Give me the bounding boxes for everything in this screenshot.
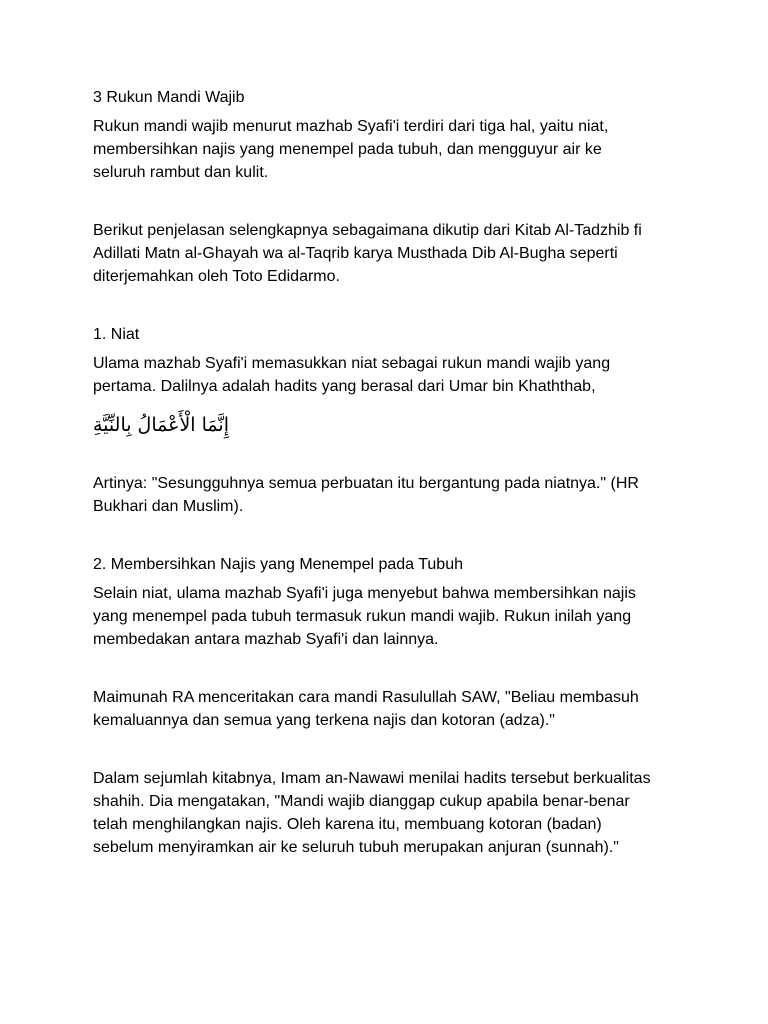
document-page (93, 86, 693, 859)
maimunah-paragraph: Maimunah RA menceritakan cara mandi Rasulullah SAW, "Beliau membasuh kemaluannya dan semua yang terkena najis dan kotoran (adza)." (93, 689, 639, 729)
paragraph-spacer (93, 651, 693, 686)
paragraph-spacer (93, 288, 693, 323)
najis-paragraph: Selain niat, ulama mazhab Syafi'i juga menyebut bahwa membersihkan najis yang menempel pada tubuh termasuk rukun mandi wajib. Rukun inilah yang membedakan antara mazhab Syafi'i dan lainnya. (93, 585, 636, 648)
paragraph-spacer (93, 184, 693, 219)
hadith-translation-paragraph: Artinya: "Sesungguhnya semua perbuatan itu bergantung pada niatnya." (HR Bukhari dan Muslim). (93, 475, 639, 515)
intro-paragraph: Rukun mandi wajib menurut mazhab Syafi'i terdiri dari tiga hal, yaitu niat, membersihkan najis yang menempel pada tubuh, dan mengguyur air ke seluruh rambut dan kulit. (93, 118, 609, 181)
section-heading-najis: 2. Membersihkan Najis yang Menempel pada Tubuh (93, 556, 463, 573)
section-heading-niat: 1. Niat (93, 326, 140, 343)
source-paragraph: Berikut penjelasan selengkapnya sebagaimana dikutip dari Kitab Al-Tadzhib fi Adillati Matn al-Ghayah wa al-Taqrib karya Musthada Dib Al-Bugha seperti diterjemahkan oleh Toto Edidarmo. (93, 222, 642, 285)
niat-paragraph: Ulama mazhab Syafi'i memasukkan niat sebagai rukun mandi wajib yang pertama. Dalilnya adalah hadits yang berasal dari Umar bin Khaththab, (93, 355, 611, 395)
nawawi-paragraph: Dalam sejumlah kitabnya, Imam an-Nawawi menilai hadits tersebut berkualitas shahih. Dia mengatakan, "Mandi wajib dianggap cukup apabila benar-benar telah menghilangkan najis. Oleh karena itu, membuang kotoran (badan) sebelum menyiramkan air ke seluruh tubuh merupakan anjuran (sunnah)." (93, 770, 651, 856)
arabic-hadith-text: إِنَّمَا الْأَعْمَالُ بِالنِّيَّةِ (93, 414, 229, 436)
paragraph-spacer (93, 732, 693, 767)
document-title: 3 Rukun Mandi Wajib (93, 89, 245, 106)
paragraph-spacer (93, 440, 693, 472)
paragraph-spacer (93, 518, 693, 553)
